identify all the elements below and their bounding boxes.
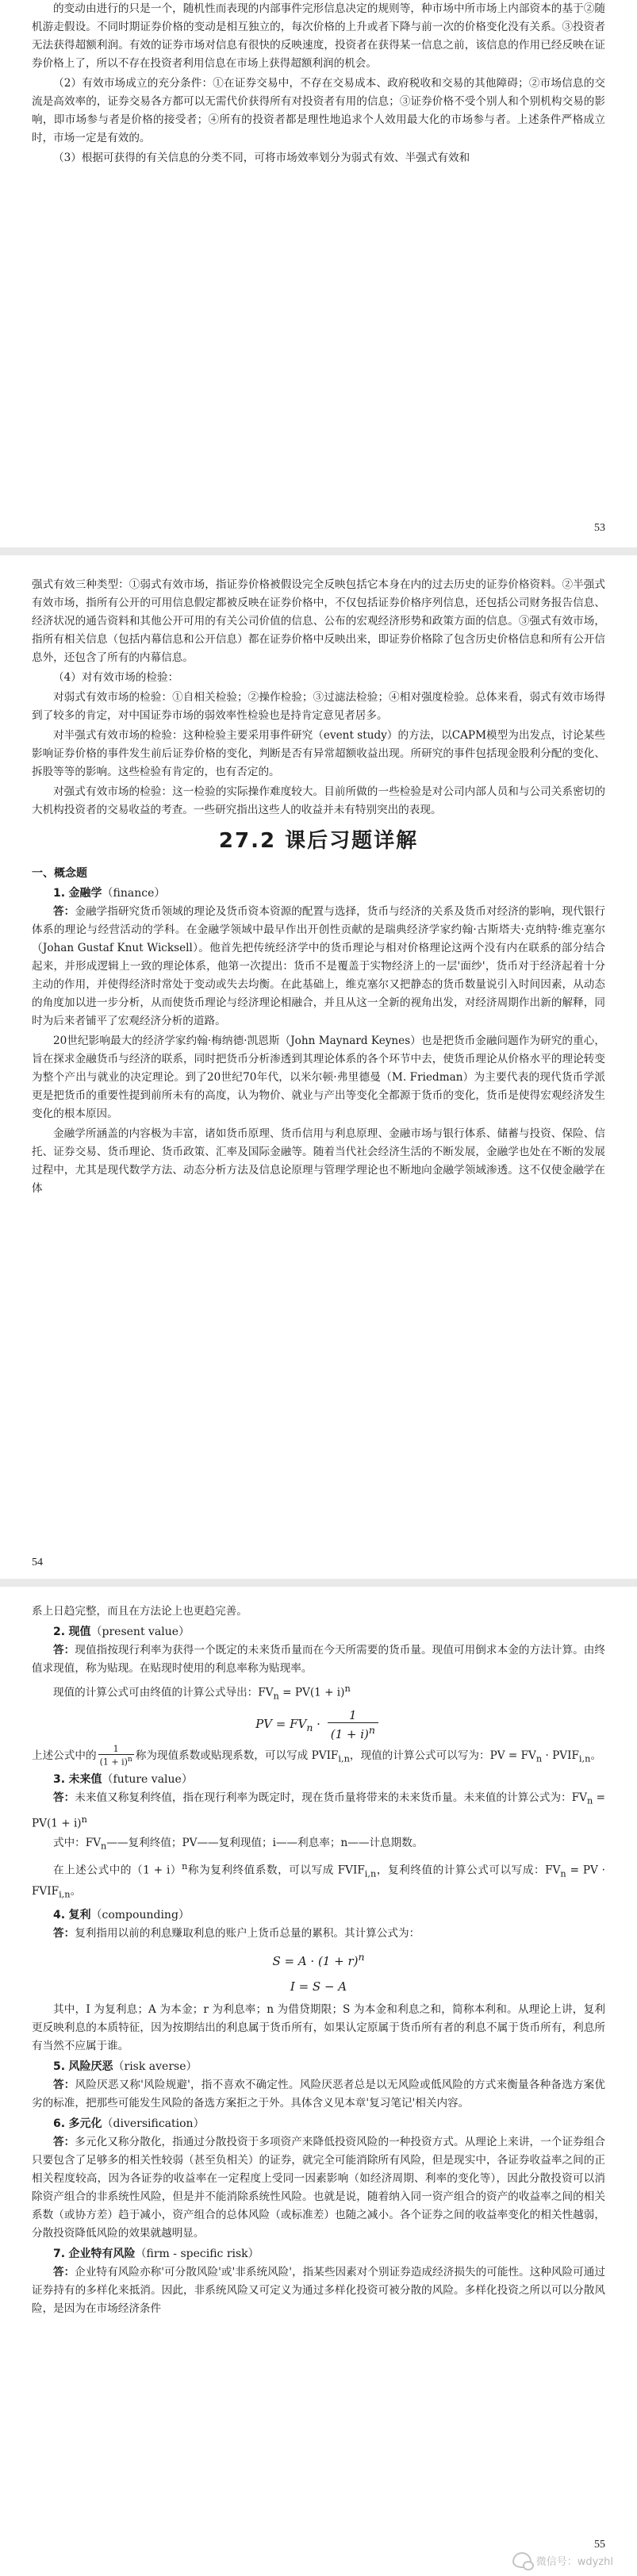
page-number: 55: [594, 2539, 605, 2551]
term-english: （firm - specific risk）: [135, 2247, 259, 2260]
page-55-body: [32, 1603, 605, 2320]
paragraph: （4）对有效市场的检验：: [53, 671, 179, 684]
paragraph: （3）根据可获得的有关信息的分类不同，可将市场效率划分为弱式有效、半强式有效和: [53, 152, 470, 164]
document-page-55: [0, 1587, 637, 2576]
paragraph: 金融学所涵盖的内容极为丰富，诸如货币原理、货币信用与利息原理、金融市场与银行体系、储蓄与投资、保险、信托、证券交易、货币理论、货币政策、汇率及国际金融等。随着当代社会经济生活的不断发展，金融学也处在不断的发展过程中，尤其是现代数学方法、动态分析方法及信息论原理与管理学理论也不断地向金融学领域渗透。这不仅使金融学在体: [32, 1127, 605, 1195]
term-heading: [32, 1622, 605, 1641]
paragraph: 20世纪影响最大的经济学家约翰·梅纳德·凯恩斯（John Maynard Keynes）也是把货币金融问题作为研究的重心，旨在探求金融货币与经济的联系，同时把货币分析渗透到其理论体系的各个环节中去，使货币理论从价格水平的理论转变为整个产出与就业的决定理论。到了20世纪70年代，以米尔顿·弗里德曼（M. Friedman）为主要代表的现代货币学派更是把货币的重要性提到前所未有的高度，认为物价、就业与产出等变化全都源于货币的变化，货币是使得宏观经济发生变化的根本原因。: [32, 1035, 605, 1120]
term-name: 复利: [68, 1908, 91, 1921]
paragraph: 现值的计算公式可由终值的计算公式导出：$FV_n = PV(1 + i)^n$: [53, 1683, 351, 1702]
term-heading: [32, 1906, 605, 1925]
term-number: 1.: [53, 887, 66, 900]
answer-text: 多元化又称分散化，指通过分散投资于多项资产来降低投资风险的一种投资方式。从理论上来讲，一个证券组合只要包含了足够多的相关性较弱（甚至负相关）的证券，就完全可能消除所有风险，但是现实中，各证券收益率之间的正相关程度较高，因为各证券的收益率在一定程度上受同一因素影响（如经济周期、利率的变化等），因此分散投资可以消除资产组合的非系统性风险，但是并不能消除系统性风险。也就是说，随着纳入同一资产组合的资产的收益率之间的相关系数（或协方差）趋于减小，资产组合的总体风险（或标准差）也随之减小。各个证券之间的收益率变化的相关性越弱，分散投资降低风险的效果就越明显。: [32, 2135, 605, 2240]
text: 上述公式中的: [32, 1749, 97, 1763]
term-heading: [32, 884, 605, 903]
answer-paragraph: [32, 2076, 605, 2113]
term-name: 风险厌恶: [68, 2060, 113, 2073]
page-54-body: [32, 576, 605, 1200]
answer-paragraph: [32, 1925, 605, 1943]
term-heading: [32, 2057, 605, 2076]
term-name: 企业特有风险: [68, 2247, 136, 2260]
term-english: （future value）: [102, 1772, 193, 1786]
term-name: 现值: [68, 1626, 91, 1638]
present-value-formula: PV = $FV_n$ · $\frac{1}{(1 + i)^n}$: [32, 1708, 605, 1741]
watermark: [512, 2552, 613, 2568]
answer-label: 答：: [53, 2265, 75, 2278]
document-page-53: [0, 0, 637, 547]
text: 称为复利终值系数，可以写成 FVIF: [187, 1864, 365, 1877]
term-name: 多元化: [68, 2117, 102, 2130]
paragraph: 系上日趋完整，而且在方法论上也更趋完善。: [32, 1605, 248, 1618]
subheading: 一、概念题: [32, 867, 87, 880]
answer-paragraph: [32, 2263, 605, 2318]
answer-paragraph: [32, 2133, 605, 2243]
term-number: 7.: [53, 2247, 66, 2260]
watermark-text: 微信号：wdyzhl: [535, 2555, 613, 2568]
paragraph: 对强式有效市场的检验：这一检验的实际操作难度较大。目前所做的一些检验是对公司内部人员和与公司关系密切的大机构投资者的交易收益的考查。一些研究指出这些人的收益并未有特别突出的表现。: [32, 785, 605, 816]
term-heading: [32, 2244, 605, 2263]
answer-text: 企业特有风险亦称'可分散风险'或'非系统风险'，指某些因素对个别证券造成经济损失的可能性。这种风险可通过证券持有的多样化来抵消。因此，非系统风险又可定义为通过多样化投资可被分散的风险。多样化投资之所以可以分散风险，是因为在市场经济条件: [32, 2265, 606, 2315]
paragraph: 对弱式有效市场的检验：①自相关检验；②操作检验；③过滤法检验；④相对强度检验。总体来看，弱式有效市场得到了较多的肯定，对中国证券市场的弱效率性检验也是持肯定意见者居多。: [32, 691, 605, 722]
answer-label: 答：: [53, 2135, 75, 2148]
paragraph: 在上述公式中的$(1 + i)^n$称为复利终值系数，可以写成 $FVIF_{i,n}$，复利终值的计算公式可以写成：$FV_n$ = PV · $FVIF_{i,n}$。: [32, 1860, 606, 1900]
answer-text: 现值指按现行利率为获得一个既定的未来货币量而在今天所需要的货币量。现值可用倒求本金的方法计算。由终值求现值，称为贴现。在贴现时使用的利息率称为贴现率。: [32, 1644, 605, 1675]
answer-paragraph: 答：未来值又称复利终值，指在现行利率为既定时，现在货币量将带来的未来货币量。未来值的计算公式为：$FV_n = PV(1 + i)^n$: [32, 1791, 606, 1830]
answer-text: 未来值又称复利终值，指在现行利率为既定时，现在货币量将带来的未来货币量。未来值的计算公式为：FV: [75, 1791, 587, 1804]
formula-text: PV = FV: [255, 1717, 307, 1732]
term-number: 3.: [53, 1772, 66, 1786]
term-english: （compounding）: [90, 1908, 190, 1921]
text: 现值的计算公式可由终值的计算公式导出：FV: [53, 1686, 274, 1699]
document-page-54: [0, 555, 637, 1579]
paragraph: 的变动由进行的只是一个，随机性而表现的内部事件完形信息决定的规则等，种市场中所市场上内部资本的基于②随机游走假设。不同时期证券价格的变动是相互独立的，每次价格的上升或者下降与前一次的价格变化没有关系。③投资者无法获得超额利润。有效的证券市场对信息有很快的反映速度，投资者在获得某一信息之前，该信息的作用已经反映在证券价格上了，所以不存在投资者利用信息在市场上获得超额利润的机会。: [32, 2, 605, 70]
text: 式中：FV: [53, 1837, 102, 1850]
term-number: 6.: [53, 2117, 66, 2130]
term-number: 5.: [53, 2060, 66, 2073]
term-heading: [32, 2114, 605, 2133]
answer-label: 答：: [53, 1926, 75, 1940]
page-divider: [0, 1579, 637, 1587]
answer-text: 风险厌恶又称'风险规避'，指不喜欢不确定性。风险厌恶者总是以无风险或低风险的方式来衡量各种备选方案优劣的标准，把那些可能发生风险的备选方案拒之于外。具体含义见本章'复习笔记'相关内容。: [32, 2078, 605, 2110]
term-number: 2.: [53, 1626, 66, 1638]
compound-formula: $S = A \cdot (1 + r)^n$: [272, 1950, 365, 1968]
answer-label: 答：: [53, 2078, 75, 2091]
answer-paragraph: [32, 1641, 605, 1678]
text: 在上述公式中的（1 + i）: [53, 1864, 182, 1877]
section-title: 27.2 课后习题详解: [218, 829, 419, 853]
paragraph: （2）有效市场成立的充分条件：①在证券交易中，不存在交易成本、政府税收和交易的其他障碍；②市场信息的交流是高效率的，证券交易各方都可以无需代价获得所有对投资者有用的信息；③证券价格不受个别人和个别机构交易的影响，即市场参与者是价格的接受者；④所有的投资者都是理性地追求个人效用最大化的市场参与者。上述条件严格成立时，市场一定是有效的。: [32, 77, 605, 144]
paragraph: 对半强式有效市场的检验：这种检验主要采用事件研究（event study）的方法，以CAPM模型为出发点，讨论某些影响证券价格的事件发生前后证券价格的变化，判断是否有异常超额收益出现。所研究的事件包括现金股利分配的变化、拆股等等的影响。这些检验有肯定的，也有否定的。: [32, 729, 605, 778]
page-number: 53: [594, 522, 605, 534]
term-name: 金融学: [68, 887, 102, 900]
paragraph: 上述公式中的 $\frac{1}{(1 + i)^n}$ 称为现值系数或贴现系数，可以写成 $PVIF_{i,n}$，现值的计算公式可以写为：PV = $FV_n$ · $PVIF_{i,n}$。: [32, 1744, 602, 1768]
paragraph: 其中，I 为复利息；A 为本金；r 为利息率；n 为借贷期限；S 为本金和利息之和，简称本利和。从理论上讲，复利更反映利息的本质特征，因为按期结出的利息属于货币所有，如果认定原属于货币所有者的利息不属于货币所有，利息所有当然不应属于谁。: [32, 2002, 605, 2052]
term-english: （present value）: [90, 1626, 190, 1638]
term-english: （risk averse）: [113, 2060, 198, 2073]
text: ，复利终值的计算公式可以写成：FV: [376, 1864, 561, 1877]
text: ，现值的计算公式可以写为：PV = FV: [349, 1749, 536, 1763]
term-heading: [32, 1770, 605, 1789]
page-53-body: [32, 0, 605, 169]
answer-text: 金融学指研究货币领域的理论及货币资本资源的配置与选择，货币与经济的关系及货币对经济的影响，现代银行体系的理论与经营活动的学科。在金融学领域中最早作出开创性贡献的是瑞典经济学家约翰·古斯塔夫·克纳特·维克塞尔（Johan Gustaf Knut Wicksell）。他首先把传统经济学中的货币理论与相对价格理论这两个没有内在联系的部分结合起来，并形成逻辑上一致的理论体系，他第一次提出：货币不是覆盖于实物经济上的一层'面纱'，货币对于经济起着十分主动的作用，并使得经济时常处于变动或失去均衡。在此基础上，维克塞尔又把静态的货币数量说引入时间因素，从动态的角度加以进一步分析，从而使货币理论与经济理论相融合，并且从这一全新的视角出发，对经济周期作出新的解释，同时为后来者铺平了宏观经济分析的道路。: [32, 905, 605, 1027]
answer-text: 复利指用以前的利息赚取利息的账户上货币总量的累积。其计算公式为：: [75, 1926, 420, 1940]
term-english: （diversification）: [102, 2117, 205, 2130]
paragraph: 式中：$FV_n——$复利终值；PV——复利现值；i——利息率；n——计息期数。: [53, 1837, 424, 1852]
answer-paragraph: [32, 903, 605, 1031]
text: 称为现值系数或贴现系数，可以写成 PVIF: [135, 1749, 339, 1763]
text: ——复利终值；PV——复利现值；i——利息率；n——计息期数。: [106, 1837, 424, 1850]
paragraph: 强式有效三种类型：①弱式有效市场，指证券价格被假设完全反映包括它本身在内的过去历史的证券价格资料。②半强式有效市场，指所有公开的可用信息假定都被反映在证券价格中，不仅包括证券价格序列信息，还包括公司财务报告信息、经济状况的通告资料和其他公开可用的有关公司价值的信息、公布的宏观经济形势和政策方面的信息。③强式有效市场，指所有相关信息（包括内幕信息和公开信息）都在证券价格中反映出来，即证券价格除了包含历史价格信息和所有公开信息外，还包含了所有的内幕信息。: [32, 578, 605, 664]
answer-label: 答：: [53, 1791, 75, 1804]
interest-formula: I = S − A: [290, 1979, 347, 1994]
page-number: 54: [32, 1557, 43, 1568]
term-english: （finance）: [102, 887, 166, 900]
text: = PV · FVIF: [32, 1864, 606, 1898]
page-divider: [0, 547, 637, 555]
text: · PVIF: [545, 1749, 579, 1763]
term-name: 未来值: [68, 1772, 102, 1786]
formula-text: S = A · (1 + r): [272, 1953, 359, 1968]
answer-label: 答：: [53, 905, 75, 918]
wechat-icon: [512, 2552, 531, 2568]
answer-label: 答：: [53, 1644, 75, 1657]
term-number: 4.: [53, 1908, 66, 1921]
